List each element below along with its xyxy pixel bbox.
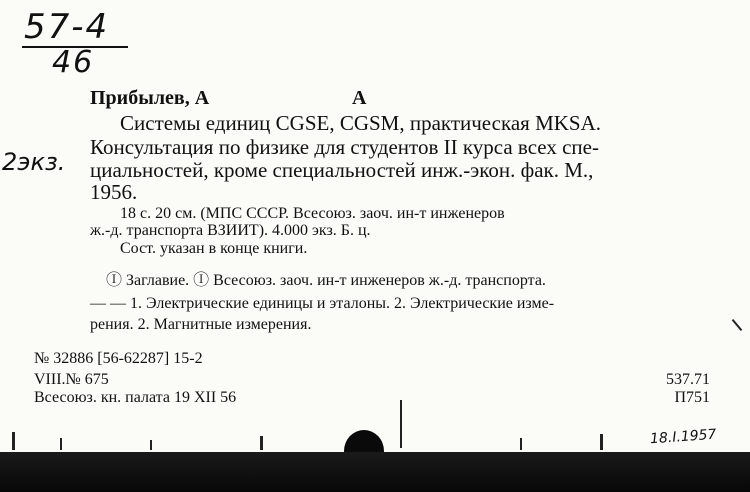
scan-speck <box>600 434 603 450</box>
title-line: 1956. <box>90 180 138 204</box>
scan-speck <box>60 438 62 450</box>
physical-description-line: ж.-д. транспорта ВЗИИТ). 4.000 экз. Б. ц. <box>90 222 371 239</box>
scan-speck <box>400 400 402 448</box>
registry-line: VIII.№ 675 <box>34 371 109 388</box>
author-cutter-number: П751 <box>674 389 710 406</box>
scan-speck <box>150 440 152 450</box>
scan-edge-band <box>0 452 750 492</box>
tracings-line: Ⓘ Заглавие. Ⓘ Всесоюз. заоч. ин-т инженеров ж.-д. транспорта. <box>106 272 546 289</box>
tracings-line: — — 1. Электрические единицы и эталоны. 2. Электрические изме- <box>90 295 555 312</box>
author-mark: А <box>352 87 367 109</box>
compiler-note: Сост. указан в конце книги. <box>120 240 308 257</box>
author-heading: Прибылев, А <box>90 87 210 109</box>
scan-speck <box>520 438 522 450</box>
copies-handwritten-note: 2экз. <box>2 148 66 176</box>
physical-description-line: 18 с. 20 см. (МПС СССР. Всесоюз. заоч. ин-т инженеров <box>120 205 505 222</box>
shelf-mark-top: 57-4 <box>24 7 110 47</box>
tracings-line: рения. 2. Магнитные измерения. <box>90 316 312 333</box>
scan-speck <box>732 319 743 331</box>
title-line: Системы единиц CGSE, CGSM, практическая MKSA. <box>120 111 602 135</box>
handwritten-date: 18.I.1957 <box>649 426 717 448</box>
title-line: циальностей, кроме специальностей инж.-экон. фак. М., <box>90 158 594 182</box>
scan-speck <box>12 432 15 450</box>
title-line: Консультация по физике для студентов II курса всех спе- <box>90 135 599 159</box>
registry-line: Всесоюз. кн. палата 19 XII 56 <box>34 389 237 406</box>
classification-number: 537.71 <box>666 371 710 388</box>
scan-speck <box>260 436 263 450</box>
registry-line: № 32886 [56-62287] 15-2 <box>34 350 203 367</box>
shelf-mark-bottom: 46 <box>52 45 95 80</box>
